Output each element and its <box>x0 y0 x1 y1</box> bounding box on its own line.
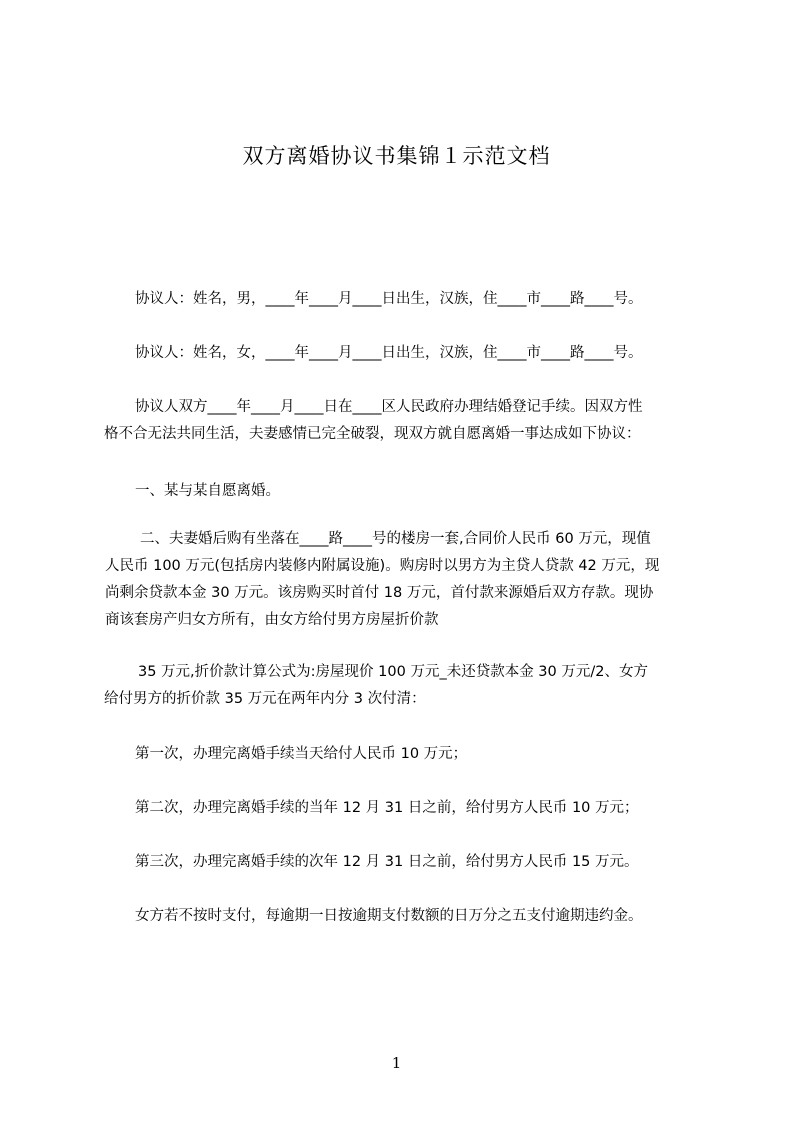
paragraph-clause-1 <box>135 478 715 505</box>
clause-2-line-4: 商该套房产归女方所有，由女方给付男方房屋折价款 <box>105 612 439 628</box>
penalty-text: 女方若不按时支付，每逾期一日按逾期支付数额的日万分之五支付逾期违约金。 <box>135 908 643 924</box>
page-number: 1 <box>391 1054 402 1072</box>
payment-3-text: 第三次，办理完离婚手续的次年 12 月 31 日之前，给付男方人民币 15 万元。 <box>135 854 639 870</box>
party-female-text: 协议人：姓名，女，____年____月____日出生，汉族，住____市____路____号。 <box>135 345 643 361</box>
party-male-text: 协议人：姓名，男，____年____月____日出生，汉族，住____市____路____号。 <box>135 291 643 307</box>
payment-1-text: 第一次，办理完离婚手续当天给付人民币 10 万元； <box>135 746 468 762</box>
paragraph-party-female <box>135 340 715 367</box>
clause-2-line-3: 尚剩余贷款本金 30 万元。该房购买时首付 18 万元，首付款来源婚后双方存款。现协 <box>105 585 654 601</box>
paragraph-marriage-registration <box>104 394 715 448</box>
clause-2-line-2: 人民币 100 万元(包括房内装修内附属设施)。购房时以男方为主贷人贷款 42 万元，现 <box>105 558 660 574</box>
paragraph-payment-1 <box>135 741 715 768</box>
paragraph-payment-3 <box>135 849 715 876</box>
marriage-line-2: 格不合无法共同生活，夫妻感情已完全破裂，现双方就自愿离婚一事达成如下协议： <box>104 426 641 442</box>
document-title: 双方离婚协议书集锦１示范文档 <box>242 144 551 168</box>
paragraph-party-male <box>135 286 715 313</box>
compensation-line-2: 给付男方的折价款 35 万元在两年内分 3 次付清： <box>104 691 426 707</box>
clause-1-text: 一、某与某自愿离婚。 <box>135 483 280 499</box>
clause-2-line-1: 二、夫妻婚后购有坐落在____路____号的楼房一套,合同价人民币 60 万元，现值 <box>140 531 651 547</box>
paragraph-payment-2 <box>135 795 715 822</box>
paragraph-clause-2 <box>105 526 720 634</box>
marriage-line-1: 协议人双方____年____月____日在____区人民政府办理结婚登记手续。因双方性 <box>135 399 643 415</box>
compensation-line-1: 35 万元,折价款计算公式为:房屋现价 100 万元_未还贷款本金 30 万元/2、女方 <box>138 664 648 680</box>
paragraph-penalty <box>135 903 715 930</box>
paragraph-compensation <box>104 659 718 713</box>
payment-2-text: 第二次，办理完离婚手续的当年 12 月 31 日之前，给付男方人民币 10 万元； <box>135 800 639 816</box>
